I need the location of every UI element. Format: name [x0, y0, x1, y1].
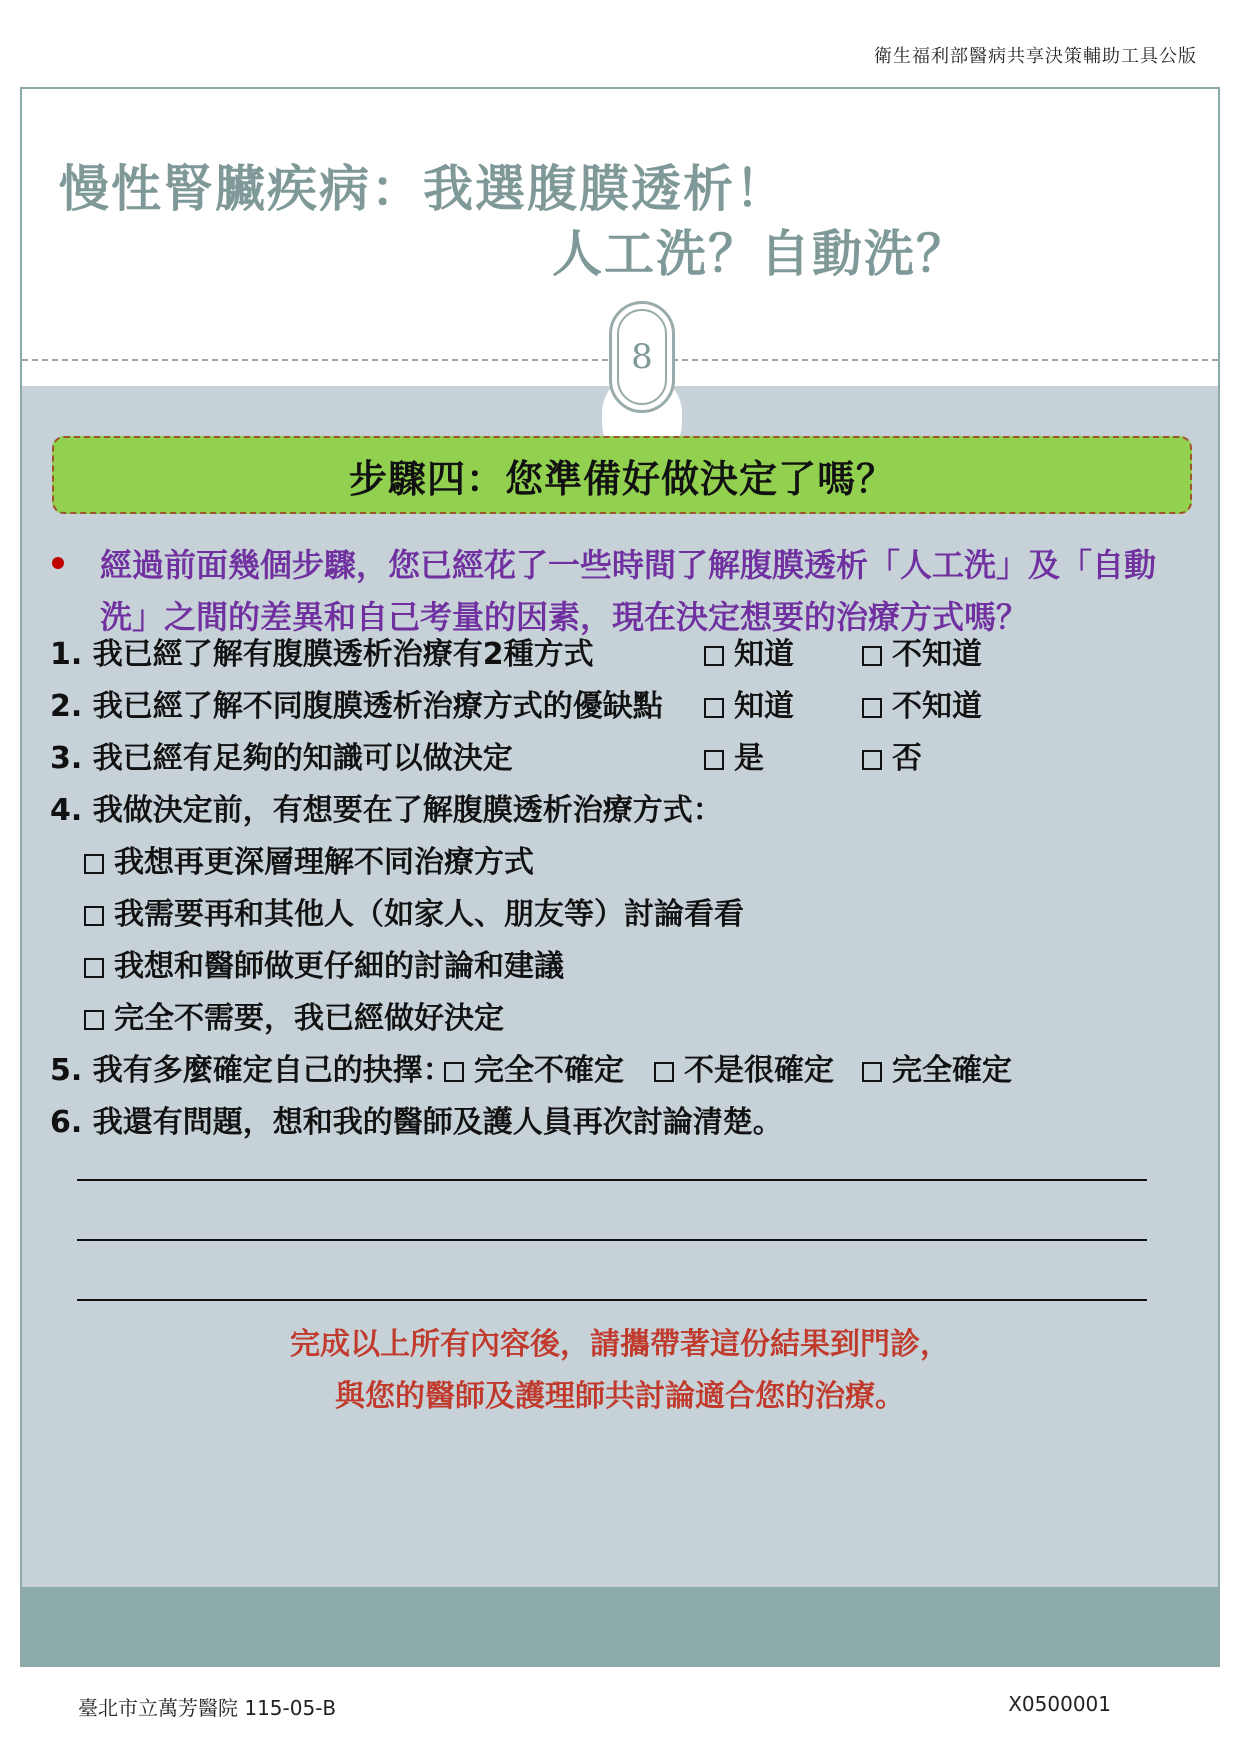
q4-option-1[interactable]: 我想再更深層理解不同治療方式 [84, 837, 534, 881]
checkbox-icon[interactable] [704, 750, 724, 770]
answer-line-2[interactable] [77, 1239, 1147, 1241]
intro-text: 經過前面幾個步驟，您已經花了一些時間了解腹膜透析「人工洗」及「自動洗」之間的差異和自己考量的因素，現在決定想要的治療方式嗎？ [100, 546, 1157, 636]
answer-line-3[interactable] [77, 1299, 1147, 1301]
checkbox-icon[interactable] [444, 1062, 464, 1082]
header-note: 衛生福利部醫病共享決策輔助工具公版 [874, 46, 1197, 67]
checkbox-icon[interactable] [84, 906, 104, 926]
title-line-2: 人工洗？自動洗？ [552, 225, 968, 283]
page-frame [20, 87, 1220, 1667]
q2-option-yes[interactable]: 知道 [704, 681, 794, 725]
checkbox-icon[interactable] [862, 750, 882, 770]
q4-option-4[interactable]: 完全不需要，我已經做好決定 [84, 993, 504, 1037]
step-title-bar [52, 436, 1192, 514]
checkbox-icon[interactable] [84, 1010, 104, 1030]
q5-option-3[interactable]: 完全確定 [862, 1045, 1012, 1089]
closing-line-1: 完成以上所有內容後，請攜帶著這份結果到門診， [290, 1327, 950, 1362]
q5-option-2[interactable]: 不是很確定 [654, 1045, 834, 1089]
checkbox-icon[interactable] [654, 1062, 674, 1082]
page-number-badge [609, 301, 675, 413]
q1-option-yes[interactable]: 知道 [704, 629, 794, 673]
question-2: 2. 我已經了解不同腹膜透析治療方式的優缺點 [50, 689, 663, 724]
question-3: 3. 我已經有足夠的知識可以做決定 [50, 741, 513, 776]
question-4: 4. 我做決定前，有想要在了解腹膜透析治療方式： [50, 793, 723, 828]
checkbox-icon[interactable] [84, 958, 104, 978]
q3-option-no[interactable]: 否 [862, 733, 922, 777]
checkbox-icon[interactable] [84, 854, 104, 874]
q2-option-no[interactable]: 不知道 [862, 681, 982, 725]
page-number: 8 [617, 309, 667, 405]
checkbox-icon[interactable] [704, 646, 724, 666]
checkbox-icon[interactable] [862, 646, 882, 666]
q3-option-yes[interactable]: 是 [704, 733, 764, 777]
footer-code: X0500001 [1008, 1692, 1111, 1716]
bullet-icon [52, 557, 64, 569]
title-line-1: 慢性腎臟疾病：我選腹膜透析！ [59, 160, 787, 218]
q1-option-no[interactable]: 不知道 [862, 629, 982, 673]
q5-option-1[interactable]: 完全不確定 [444, 1045, 624, 1089]
checkbox-icon[interactable] [862, 1062, 882, 1082]
checkbox-icon[interactable] [704, 698, 724, 718]
answer-line-1[interactable] [77, 1179, 1147, 1181]
bottom-band [22, 1587, 1218, 1665]
step-title: 步驟四：您準備好做決定了嗎？ [348, 456, 895, 501]
q4-option-3[interactable]: 我想和醫師做更仔細的討論和建議 [84, 941, 564, 985]
question-5: 5. 我有多麼確定自己的抉擇： [50, 1053, 453, 1088]
checkbox-icon[interactable] [862, 698, 882, 718]
q4-option-2[interactable]: 我需要再和其他人（如家人、朋友等）討論看看 [84, 889, 744, 933]
closing-line-2: 與您的醫師及護理師共討論適合您的治療。 [335, 1379, 905, 1414]
footer-hospital: 臺北市立萬芳醫院 115-05-B [78, 1696, 337, 1720]
question-6: 6. 我還有問題，想和我的醫師及護人員再次討論清楚。 [50, 1105, 783, 1140]
question-1: 1. 我已經了解有腹膜透析治療有2種方式 [50, 637, 594, 672]
